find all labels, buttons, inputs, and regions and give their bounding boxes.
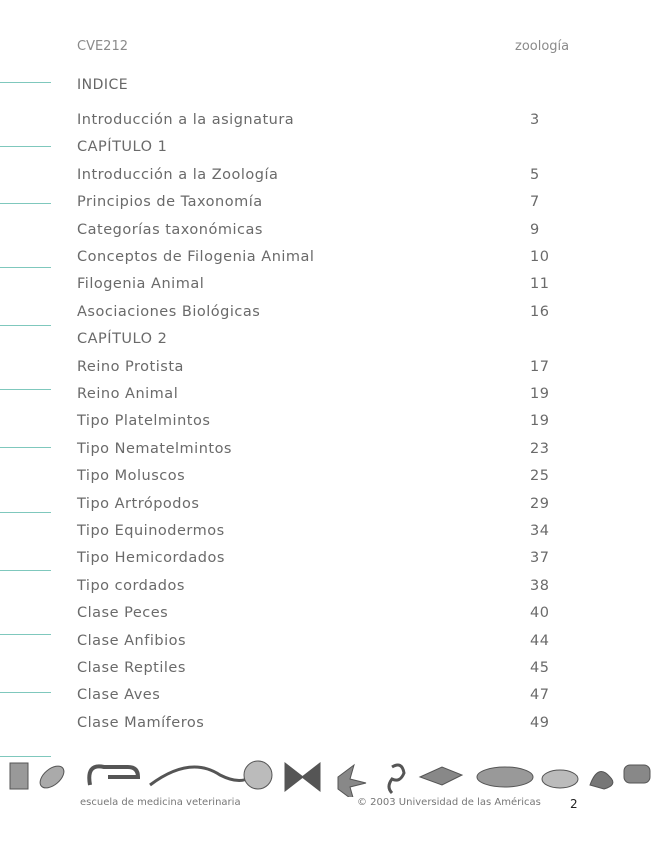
toc-entry-page: 10: [530, 249, 550, 265]
toc-entry-title: Tipo Artrópodos: [77, 495, 200, 512]
toc-entry-page: 17: [530, 358, 550, 375]
margin-rule: [0, 146, 51, 147]
toc-entry-title: Tipo Platelmintos: [77, 413, 211, 430]
toc-entry: [77, 633, 557, 653]
footer-copyright: © 2003 Universidad de las Américas: [357, 797, 541, 808]
toc-entry-title: Asociaciones Biológicas: [77, 303, 261, 320]
toc-entry-title: Reino Protista: [77, 358, 184, 375]
toc-entry-title: Principios de Taxonomía: [77, 194, 263, 211]
toc-entry-title: Introducción a la asignatura: [77, 112, 295, 128]
animal-strip-illustration: [0, 755, 655, 797]
toc-entry: [77, 687, 557, 707]
toc-entry-page: 7: [530, 194, 540, 211]
toc-entry: [77, 441, 557, 461]
toc-entry: [77, 139, 557, 159]
toc-entry-title: Clase Anfibios: [77, 632, 187, 649]
margin-rule: [0, 82, 51, 83]
toc-entry: [77, 550, 557, 570]
toc-entry: [77, 167, 557, 187]
toc-entry-title: Introducción a la Zoología: [77, 166, 279, 183]
subject-name: zoología: [515, 39, 570, 54]
toc-entry: [77, 304, 557, 324]
toc-entry-title: CAPÍTULO 2: [77, 331, 168, 348]
toc-entry: [77, 112, 557, 132]
toc-entry-title: Categorías taxonómicas: [77, 221, 263, 238]
margin-rule: [0, 634, 51, 635]
toc-entry-title: Tipo Equinodermos: [77, 523, 225, 539]
toc-entry-page: 16: [530, 303, 550, 320]
toc-entry: [77, 413, 557, 433]
toc-entry-page: 44: [530, 632, 550, 649]
toc-entry-title: Tipo Moluscos: [77, 468, 186, 485]
toc-entry-page: 34: [530, 523, 550, 539]
toc-entry-page: 40: [530, 605, 550, 622]
toc-entry: [77, 222, 557, 242]
toc-entry: [77, 249, 557, 269]
toc-entry-page: 25: [530, 468, 550, 485]
toc-entry-page: 47: [530, 687, 550, 704]
page-number: 2: [570, 797, 578, 811]
toc-entry: [77, 331, 557, 351]
margin-rule: [0, 512, 51, 513]
margin-rule: [0, 389, 51, 390]
toc-entry-page: 5: [530, 166, 540, 183]
toc-title: INDICE: [77, 77, 129, 93]
toc-entry-page: 23: [530, 440, 550, 457]
toc-entry-title: Tipo Nematelmintos: [77, 440, 232, 457]
toc-entry-title: Clase Peces: [77, 605, 169, 622]
toc-entry-page: 29: [530, 495, 550, 512]
toc-entry: [77, 660, 557, 680]
toc-entry: [77, 468, 557, 488]
toc-entry: [77, 523, 557, 543]
toc-entry: [77, 715, 557, 735]
toc-entry: [77, 578, 557, 598]
margin-rule: [0, 267, 51, 268]
toc-entry: [77, 194, 557, 214]
toc-entry-page: 19: [530, 413, 550, 430]
toc-entry: [77, 496, 557, 516]
margin-rule: [0, 692, 51, 693]
toc-entry-page: 45: [530, 660, 550, 676]
toc-entry-page: 37: [530, 550, 550, 567]
toc-entry: [77, 605, 557, 625]
toc-entry-title: Tipo cordados: [77, 577, 185, 594]
toc-entry-page: 49: [530, 714, 550, 731]
toc-entry-title: Conceptos de Filogenia Animal: [77, 249, 315, 265]
toc-entry-page: 9: [530, 221, 540, 238]
toc-entry-title: Tipo Hemicordados: [77, 550, 225, 567]
course-code: CVE212: [77, 39, 128, 54]
toc-entry-title: Clase Reptiles: [77, 660, 186, 676]
toc-entry-title: Clase Mamíferos: [77, 714, 205, 731]
margin-rule: [0, 325, 51, 326]
margin-rule: [0, 447, 51, 448]
toc-entry-title: Reino Animal: [77, 386, 179, 402]
toc-entry-title: CAPÍTULO 1: [77, 139, 168, 156]
toc-entry-page: 11: [530, 276, 550, 293]
toc-entry-page: 38: [530, 577, 550, 594]
toc-entry-page: 19: [530, 386, 550, 402]
margin-rule: [0, 570, 51, 571]
toc-entry-title: Filogenia Animal: [77, 276, 205, 293]
toc-entry-title: Clase Aves: [77, 687, 161, 704]
toc-entry-page: 3: [530, 112, 540, 128]
margin-rule: [0, 203, 51, 204]
footer-school: escuela de medicina veterinaria: [80, 797, 241, 808]
toc-entry: [77, 359, 557, 379]
toc-entry: [77, 386, 557, 406]
toc-entry: [77, 276, 557, 296]
